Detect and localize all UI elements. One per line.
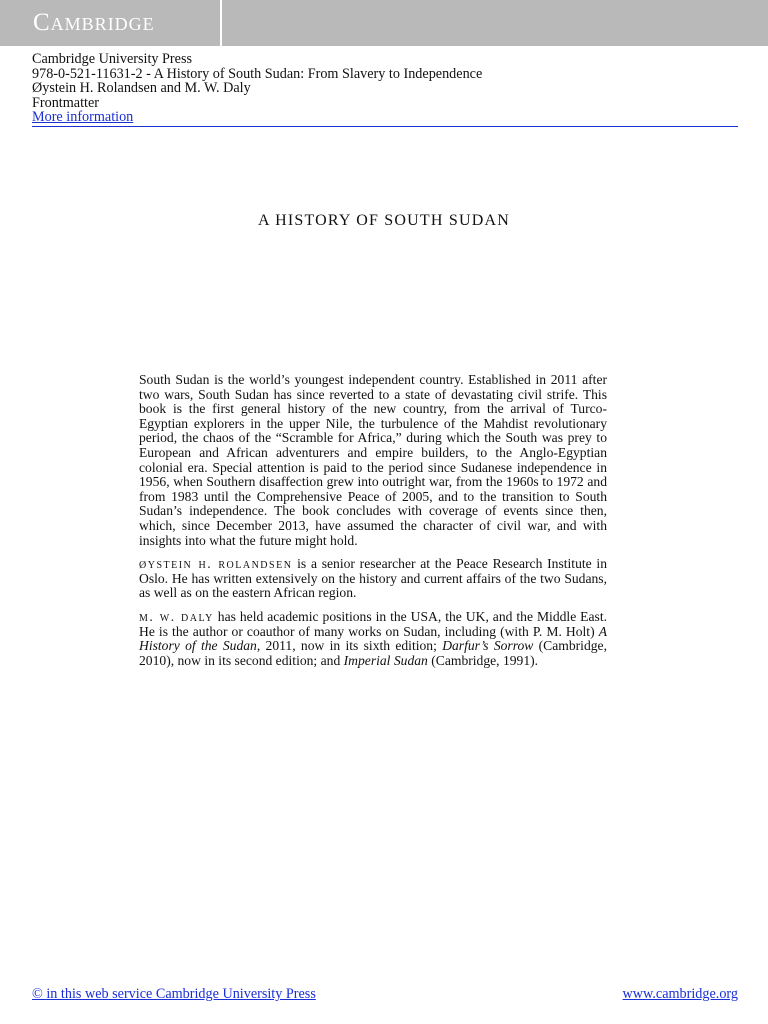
book-description-block	[139, 373, 607, 677]
isbn-title: 978-0-521-11631-2 - A History of South Sudan: From Slavery to Independence	[32, 65, 483, 82]
author2-work-1: A History of the Sudan	[139, 623, 607, 654]
author2-name: m. w. daly	[139, 608, 214, 624]
author1-bio	[139, 557, 607, 601]
author2-bio-text-4: (Cambridge, 1991).	[427, 652, 539, 668]
cambridge-logo: Cambridge	[33, 9, 155, 36]
header-divider	[32, 126, 738, 127]
author1-name: øystein h. rolandsen	[139, 556, 293, 572]
top-banner	[0, 0, 768, 46]
section-label: Frontmatter	[32, 94, 99, 111]
brand-box	[0, 0, 222, 46]
authors-line: Øystein H. Rolandsen and M. W. Daly	[32, 80, 251, 96]
author2-bio-text-3: (Cambridge, 2010), now in its second edition; and	[139, 638, 607, 668]
publisher-name: Cambridge University Press	[32, 51, 192, 67]
website-link[interactable]: www.cambridge.org	[622, 986, 738, 1002]
book-description: South Sudan is the world’s youngest independent country. Established in 2011 after two wars, South Sudan has since reverted to a state of devastating civil strife. This book is the first general history of the new country, from the arrival of Turco-Egyptian explorers in the upper Nile, the turbulence of the Mahdist revolutionary period, the chaos of the “Scramble for Africa,” during which the South was prey to European and African adventurers and empire builders, to the Anglo-Egyptian colonial era. Special attention is paid to the period since Sudanese independence in 1956, when Southern disaffection grew into outright war, from the 1960s to 1972 and from 1983 until the Comprehensive Peace of 2005, and to the transition to South Sudan’s independence. The book concludes with coverage of events since then, which, since December 2013, have assumed the character of civil war, and with insights into what the future might hold.	[139, 372, 607, 548]
author2-work-3: Imperial Sudan	[343, 652, 428, 668]
more-information-link[interactable]: More information	[32, 109, 134, 125]
book-title: A HISTORY OF SOUTH SUDAN	[258, 212, 510, 229]
author2-bio-text-2: , 2011, now in its sixth edition;	[256, 638, 443, 654]
header-info	[32, 52, 482, 125]
author2-bio	[139, 610, 607, 668]
author2-bio-text-1: has held academic positions in the USA, the UK, and the Middle East. He is the author or coauthor of many works on Sudan, including (with P. M. Holt)	[139, 608, 607, 639]
author1-bio-text: is a senior researcher at the Peace Research Institute in Oslo. He has written extensively on the history and current affairs of the two Sudans, as well as on the eastern African region.	[139, 556, 607, 601]
author2-work-2: Darfur’s Sorrow	[442, 638, 534, 654]
copyright-link[interactable]: © in this web service Cambridge University Press	[32, 986, 316, 1002]
